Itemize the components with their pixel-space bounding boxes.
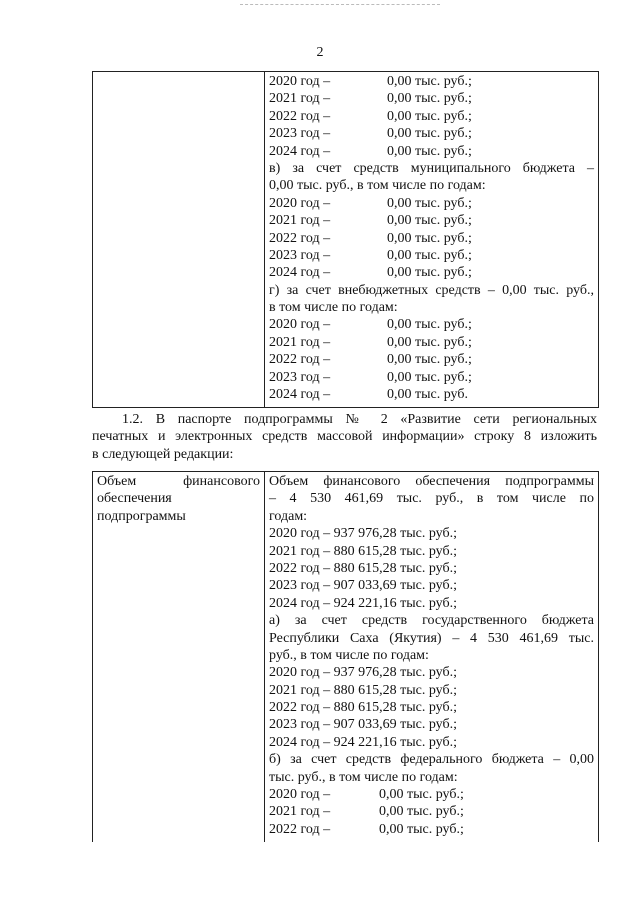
paragraph-line: печатных и электронных средств массовой информации» строку 8 изложить [92,429,597,445]
year-line: 2021 год – 0,00 тыс. руб.; [269,804,464,820]
year-line: 2020 год – 0,00 тыс. руб.; [269,317,472,333]
year-line: 2024 год – 0,00 тыс. руб. [269,387,468,403]
year-line: 2024 год – 0,00 тыс. руб.; [269,143,472,159]
total-line: 2020 год – 937 976,28 тыс. руб.; [269,526,457,542]
intro-line: Объем финансового обеспечения подпрограммы [269,474,594,489]
year-line: 2020 год – 0,00 тыс. руб.; [269,74,472,89]
year-line: 2023 год – 0,00 тыс. руб.; [269,126,472,142]
table-label-cell-empty [93,72,265,407]
section-heading: Республики Саха (Якутия) – 4 530 461,69 тыс. [269,630,594,646]
year-line: 2021 год – 0,00 тыс. руб.; [269,334,472,350]
year-line: 2024 год – 924 221,16 тыс. руб.; [269,734,457,750]
year-line: 2023 год – 0,00 тыс. руб.; [269,369,472,385]
section-heading: тыс. руб., в том числе по годам: [269,769,458,785]
intro-line: годам: [269,508,308,524]
total-line: 2022 год – 880 615,28 тыс. руб.; [269,560,457,576]
page-number: 2 [316,45,324,60]
year-line: 2022 год – 0,00 тыс. руб.; [269,352,472,368]
section-heading: б) за счет средств федерального бюджета – 0,00 [269,752,594,768]
year-line: 2022 год – 0,00 тыс. руб.; [269,230,472,246]
section-heading: 0,00 тыс. руб., в том числе по годам: [269,178,486,194]
total-line: 2023 год – 907 033,69 тыс. руб.; [269,578,457,594]
label-line: Объем финансового [97,474,260,489]
year-line: 2020 год – 0,00 тыс. руб.; [269,787,464,803]
amendment-paragraph [92,411,597,463]
section-heading: в том числе по годам: [269,300,398,316]
year-line: 2020 год – 937 976,28 тыс. руб.; [269,665,457,681]
section-heading: г) за счет внебюджетных средств – 0,00 тыс. руб., [269,282,594,298]
year-line: 2021 год – 880 615,28 тыс. руб.; [269,682,457,698]
year-line: 2022 год – 0,00 тыс. руб.; [269,821,464,837]
year-line: 2024 год – 0,00 тыс. руб.; [269,265,472,281]
top-scan-marks [240,4,440,9]
year-line: 2021 год – 0,00 тыс. руб.; [269,91,472,107]
paragraph-line: 1.2. В паспорте подпрограммы № 2 «Развитие сети региональных [122,412,597,427]
funding-table-continued [92,71,599,408]
year-line: 2020 год – 0,00 тыс. руб.; [269,195,472,211]
year-line: 2023 год – 907 033,69 тыс. руб.; [269,717,457,733]
total-line: 2024 год – 924 221,16 тыс. руб.; [269,595,457,611]
intro-line: – 4 530 461,69 тыс. руб., в том числе по [269,491,594,507]
year-line: 2022 год – 0,00 тыс. руб.; [269,108,472,124]
funding-table-new [92,471,599,842]
year-line: 2023 год – 0,00 тыс. руб.; [269,247,472,263]
year-line: 2022 год – 880 615,28 тыс. руб.; [269,700,457,716]
paragraph-line: в следующей редакции: [92,446,234,462]
table-value-cell [265,472,598,842]
section-heading: а) за счет средств государственного бюджета [269,613,594,629]
total-line: 2021 год – 880 615,28 тыс. руб.; [269,543,457,559]
year-line: 2021 год – 0,00 тыс. руб.; [269,213,472,229]
table-label-cell [93,472,265,842]
section-heading: руб., в том числе по годам: [269,647,429,663]
label-line: подпрограммы [97,508,186,524]
section-heading: в) за счет средств муниципального бюджета – [269,160,594,176]
table-value-cell [265,72,598,407]
label-line: обеспечения [97,491,172,507]
